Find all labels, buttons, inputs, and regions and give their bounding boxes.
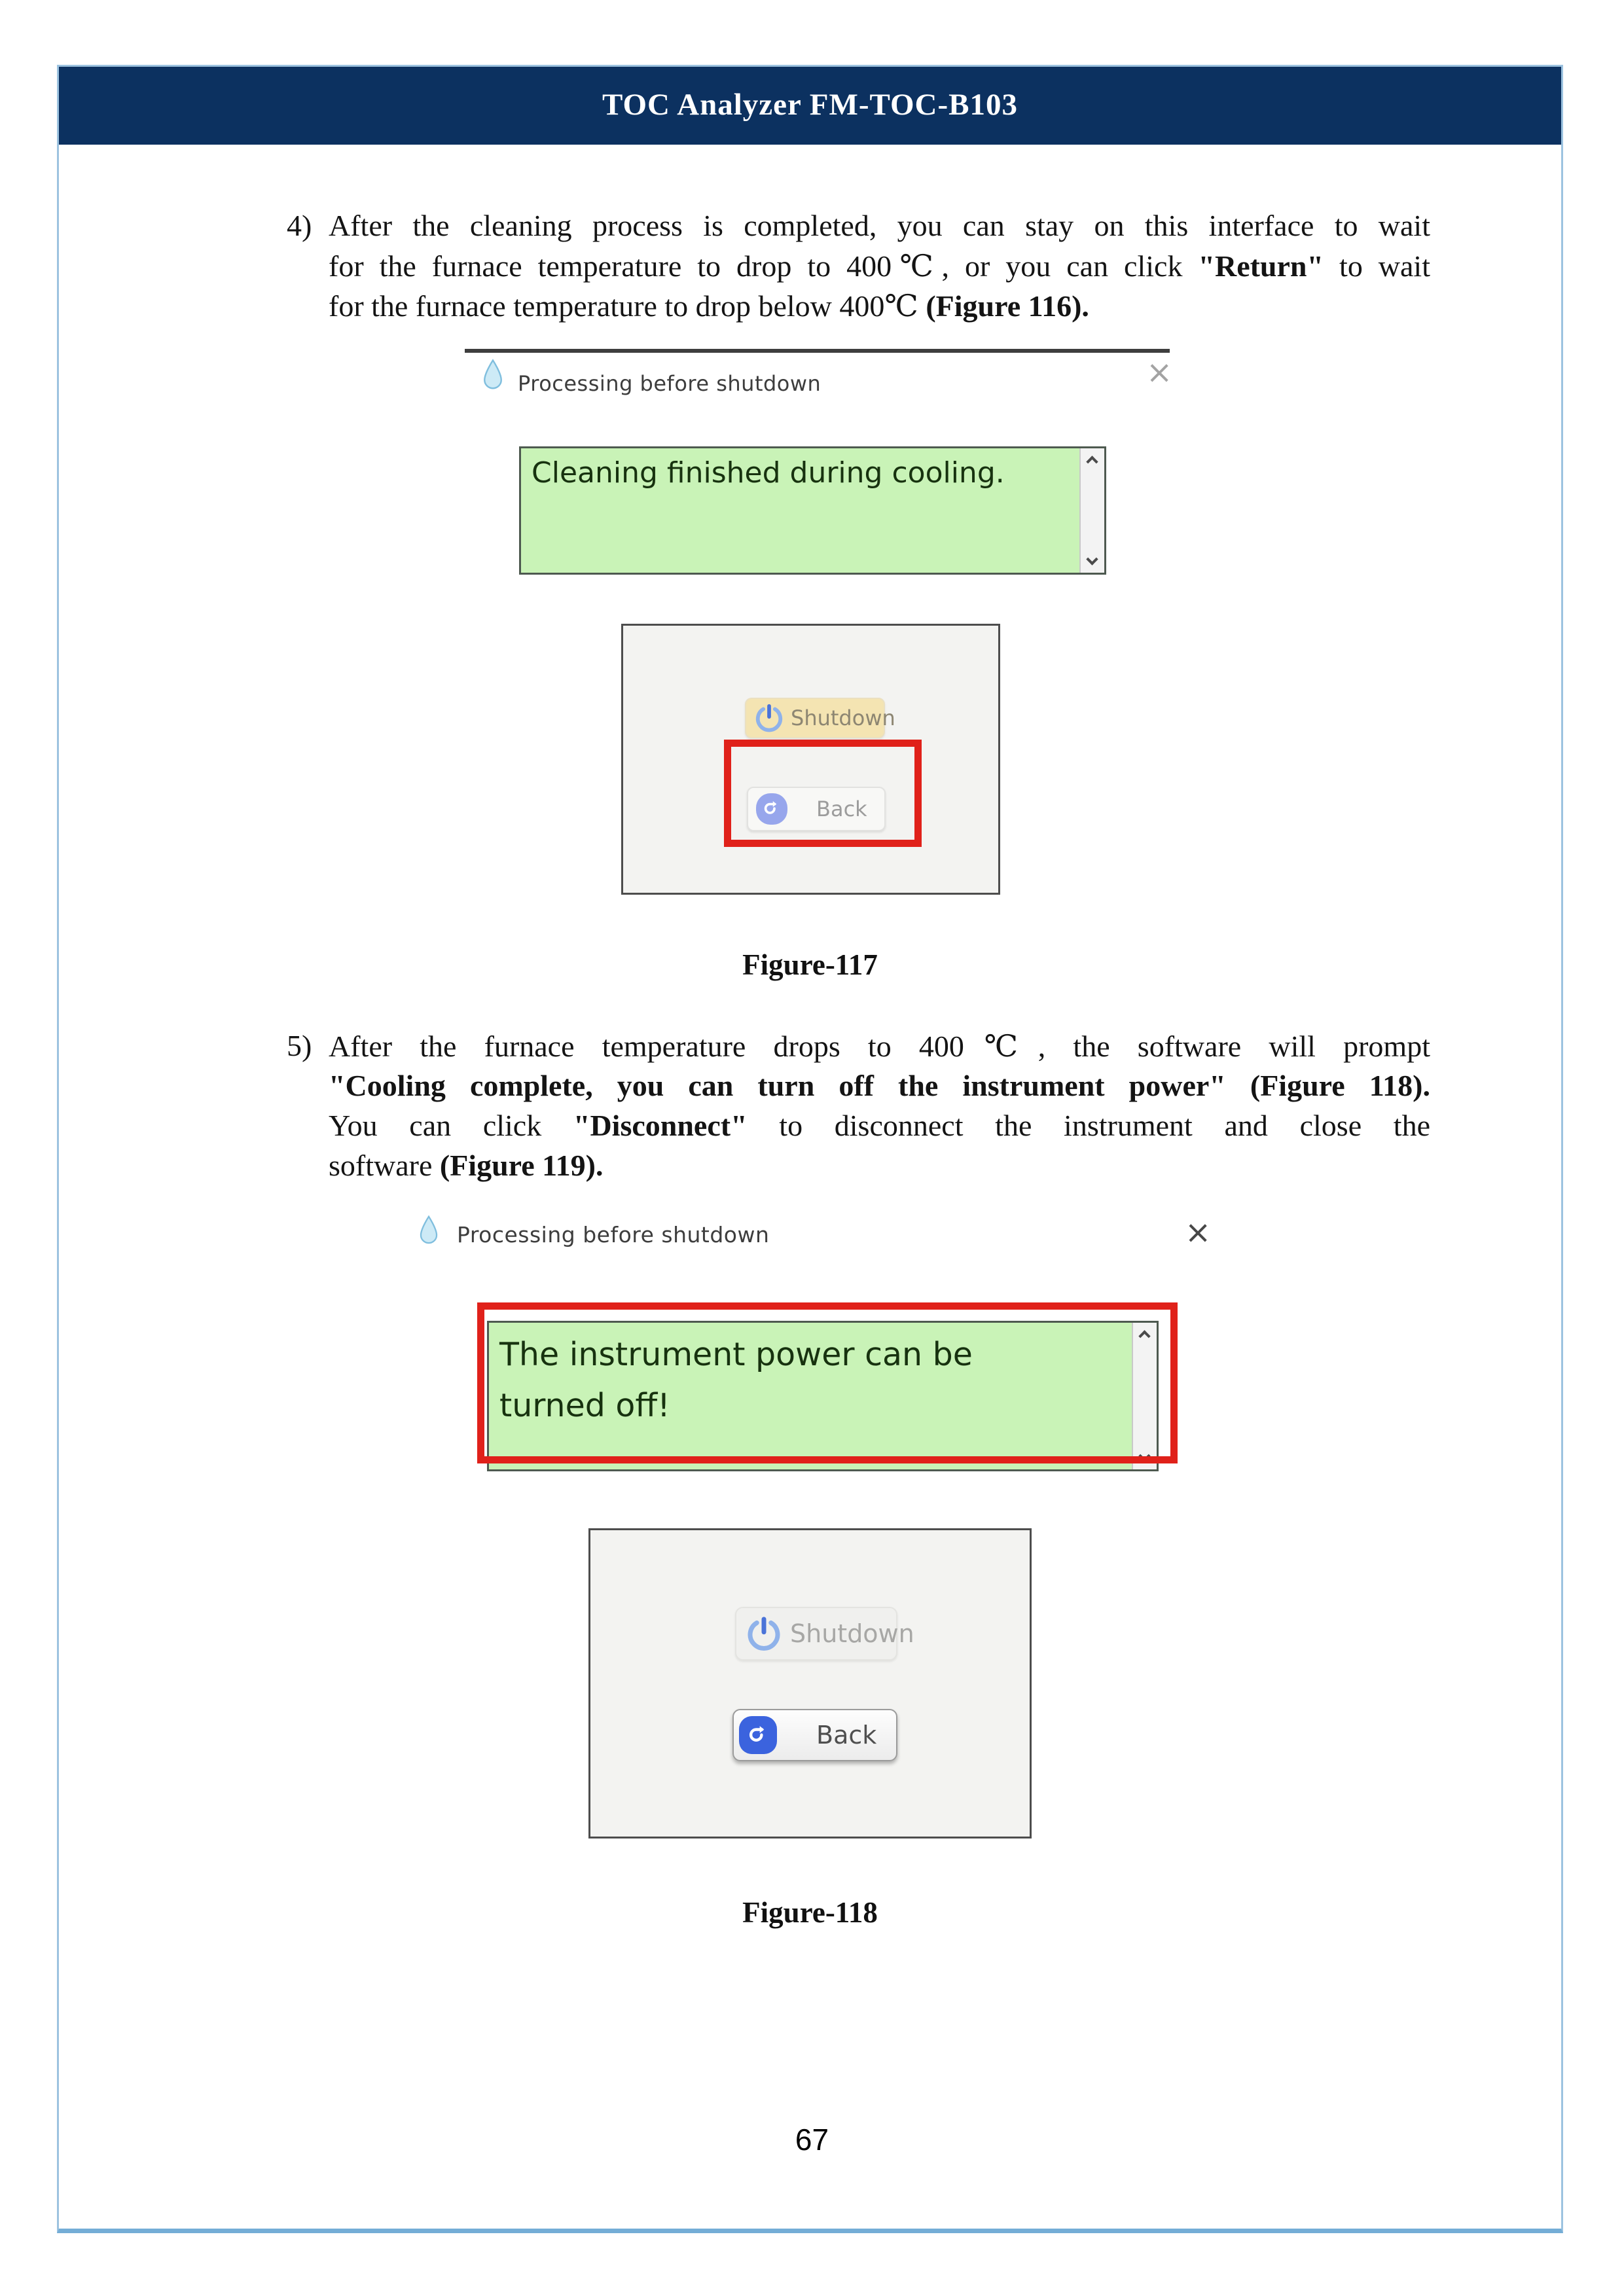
power-icon [746,1615,782,1652]
paragraph-line [329,1108,1430,1148]
back-button[interactable] [732,1709,897,1761]
text-run-bold: (Figure 116). [926,289,1089,323]
scrollbar[interactable] [1079,448,1104,573]
paragraph-line [329,288,1430,328]
paragraph-line [329,1148,1430,1188]
dialog-title: Processing before shutdown [518,371,821,396]
back-button-label: Back [816,1721,877,1749]
paragraph-line [329,248,1430,288]
text-run: for the furnace temperature to drop to 400℃, or you can click [329,249,1199,283]
paragraph-step-4 [287,208,1430,328]
back-button[interactable] [747,787,886,831]
text-run-bold: (Figure 119). [439,1149,604,1182]
chevron-down-icon[interactable] [1138,1450,1150,1462]
message-text: The instrument power can be turned off! [499,1336,973,1424]
text-run: You can click [329,1109,573,1142]
text-run: After the furnace temperature drops to 400℃, the software will prompt [329,1030,1430,1063]
shutdown-button[interactable] [745,698,895,738]
button-panel [588,1528,1032,1839]
text-run-bold: "Cooling complete, you can turn off the instrument power" (Figure 118). [329,1069,1430,1102]
chevron-up-icon[interactable] [1086,456,1098,467]
power-icon [754,703,784,733]
chevron-down-icon[interactable] [1086,553,1098,565]
back-button-label: Back [816,797,867,821]
text-run: to disconnect the instrument and close the [747,1109,1431,1142]
text-run: for the furnace temperature to drop below 400℃ [329,289,926,323]
figure-117-caption: Figure-117 [742,948,878,981]
dialog-title: Processing before shutdown [457,1222,770,1247]
text-run: software [329,1149,440,1182]
return-arrow-icon [756,793,787,825]
shutdown-button[interactable] [735,1607,914,1660]
close-icon[interactable]: × [1146,354,1173,391]
list-marker: 5) [287,1029,312,1062]
list-marker: 4) [287,209,312,242]
close-icon[interactable]: × [1185,1214,1212,1251]
figure-118-screenshot [406,1208,1224,1849]
return-arrow-icon [739,1716,777,1754]
paragraph-line [329,1028,1430,1068]
figure-118-caption: Figure-118 [742,1896,878,1929]
water-drop-icon [481,358,505,392]
shutdown-button-label: Shutdown [791,706,895,730]
figure-117-screenshot [455,342,1182,905]
shutdown-button-label: Shutdown [790,1619,914,1648]
paragraph-step-5 [287,1028,1431,1188]
message-box [519,446,1106,575]
chevron-up-icon[interactable] [1138,1330,1150,1342]
text-run-bold: "Return" [1198,249,1324,283]
message-box [487,1321,1159,1471]
text-run-bold: "Disconnect" [573,1109,748,1142]
page-header-bar [59,67,1561,145]
window-top-border [465,349,1170,353]
page-number: 67 [795,2123,829,2157]
page-title: TOC Analyzer FM-TOC-B103 [602,88,1018,122]
text-run: to wait [1324,249,1430,283]
message-text: Cleaning finished during cooling. [532,456,1005,490]
paragraph-line [329,1068,1430,1108]
water-drop-icon [418,1214,440,1247]
button-panel [621,624,1000,895]
paragraph-line [329,208,1430,248]
scrollbar[interactable] [1132,1323,1157,1469]
text-run: After the cleaning process is completed, you can stay on this interface to wait [329,209,1430,242]
